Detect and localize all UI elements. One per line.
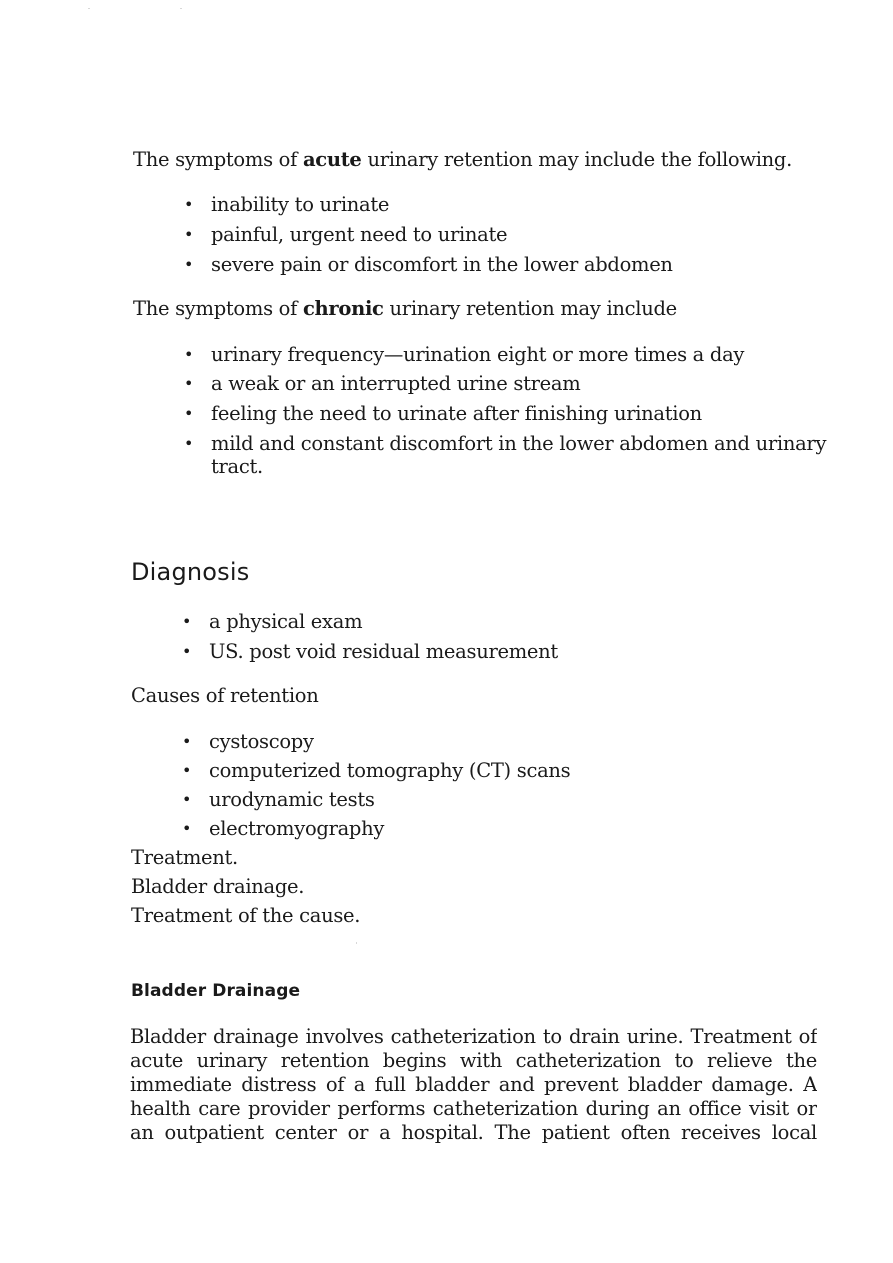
list-item-text: a physical exam (209, 610, 363, 633)
diagnosis-heading: Diagnosis (131, 558, 250, 586)
list-item-text: tract. (211, 455, 263, 478)
list-item-text: inability to urinate (211, 193, 390, 216)
bullet-icon: • (184, 345, 194, 364)
causes-intro: Causes of retention (131, 684, 319, 707)
treatment-line: Bladder drainage. (131, 875, 305, 898)
bullet-icon: • (184, 434, 194, 453)
list-item-text: cystoscopy (209, 730, 314, 753)
list-item-text: severe pain or discomfort in the lower abdomen (211, 253, 673, 276)
paragraph-line: an outpatient center or a hospital. The patient often receives local (130, 1121, 817, 1144)
list-item-continuation (211, 455, 263, 479)
list-item-text: painful, urgent need to urinate (211, 223, 508, 246)
scan-speck (356, 942, 357, 944)
list-item-text: electromyography (209, 817, 385, 840)
bullet-icon: • (184, 404, 194, 423)
treatment-line: Treatment. (131, 846, 238, 869)
bullet-icon: • (182, 790, 192, 809)
bullet-icon: • (184, 195, 194, 214)
chronic-intro-bold: chronic (302, 297, 384, 320)
bullet-icon: • (182, 761, 192, 780)
chronic-intro (133, 297, 677, 321)
bullet-icon: • (182, 612, 192, 631)
bullet-icon: • (182, 819, 192, 838)
bullet-icon: • (182, 642, 192, 661)
bullet-icon: • (182, 732, 192, 751)
bullet-icon: • (184, 225, 194, 244)
list-item-text: a weak or an interrupted urine stream (211, 372, 581, 395)
list-item-text: mild and constant discomfort in the lower abdomen and urinary (211, 432, 827, 455)
bullet-icon: • (184, 374, 194, 393)
acute-intro-after: urinary retention may include the following. (361, 148, 792, 171)
list-item-text: feeling the need to urinate after finishing urination (211, 402, 702, 425)
scan-speck (88, 8, 90, 9)
paragraph-line: Bladder drainage involves catheterization to drain urine. Treatment of (130, 1025, 817, 1048)
acute-intro-before: The symptoms of (133, 148, 303, 171)
acute-intro (133, 148, 792, 172)
list-item-text: computerized tomography (CT) scans (209, 759, 571, 782)
chronic-intro-before: The symptoms of (133, 297, 303, 320)
list-item-text: urinary frequency—urination eight or more times a day (211, 343, 745, 366)
paragraph-line: immediate distress of a full bladder and prevent bladder damage. A (130, 1073, 817, 1096)
scan-speck (180, 8, 182, 9)
treatment-line: Treatment of the cause. (131, 904, 361, 927)
paragraph-line: acute urinary retention begins with catheterization to relieve the (130, 1049, 817, 1072)
list-item-text: urodynamic tests (209, 788, 375, 811)
chronic-intro-after: urinary retention may include (383, 297, 677, 320)
bladder-drainage-heading: Bladder Drainage (131, 981, 301, 1001)
paragraph-line: health care provider performs catheterization during an office visit or (130, 1097, 817, 1120)
acute-intro-bold: acute (302, 148, 362, 171)
list-item-text: US. post void residual measurement (209, 640, 558, 663)
bullet-icon: • (184, 255, 194, 274)
